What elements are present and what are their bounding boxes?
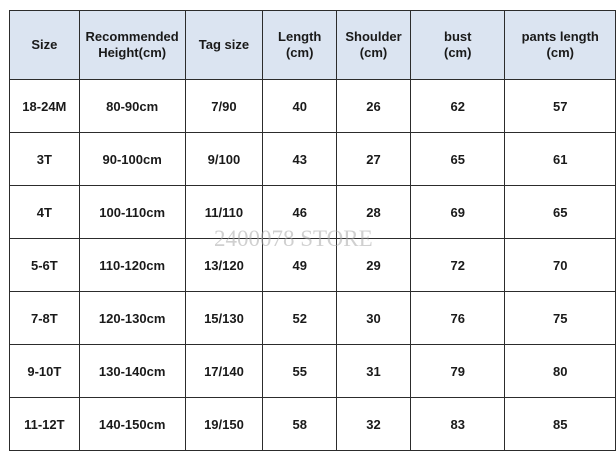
cell-size: 9-10T <box>10 345 80 398</box>
cell-shoulder: 29 <box>337 239 411 292</box>
cell-tag-size: 15/130 <box>185 292 263 345</box>
cell-pants-length: 80 <box>505 345 616 398</box>
cell-height: 90-100cm <box>79 133 185 186</box>
cell-tag-size: 11/110 <box>185 186 263 239</box>
header-row <box>10 11 616 80</box>
cell-pants-length: 65 <box>505 186 616 239</box>
header-shoulder: Shoulder (cm) <box>337 11 411 80</box>
cell-height: 120-130cm <box>79 292 185 345</box>
cell-size: 5-6T <box>10 239 80 292</box>
cell-pants-length: 85 <box>505 398 616 451</box>
cell-tag-size: 9/100 <box>185 133 263 186</box>
cell-tag-size: 7/90 <box>185 80 263 133</box>
cell-bust: 69 <box>410 186 505 239</box>
cell-height: 140-150cm <box>79 398 185 451</box>
table-row <box>10 292 616 345</box>
table-row <box>10 133 616 186</box>
cell-height: 130-140cm <box>79 345 185 398</box>
cell-pants-length: 75 <box>505 292 616 345</box>
header-pants-length: pants length (cm) <box>505 11 616 80</box>
table-row <box>10 239 616 292</box>
header-tag-size: Tag size <box>185 11 263 80</box>
store-watermark: 2400078 STORE <box>214 226 373 251</box>
cell-bust: 72 <box>410 239 505 292</box>
header-bust: bust (cm) <box>410 11 505 80</box>
cell-pants-length: 61 <box>505 133 616 186</box>
table-row <box>10 186 616 239</box>
cell-length: 52 <box>263 292 337 345</box>
size-table <box>9 10 616 451</box>
cell-pants-length: 70 <box>505 239 616 292</box>
header-recommended-height: Recommended Height(cm) <box>79 11 185 80</box>
cell-height: 100-110cm <box>79 186 185 239</box>
cell-shoulder: 27 <box>337 133 411 186</box>
cell-height: 110-120cm <box>79 239 185 292</box>
header-size: Size <box>10 11 80 80</box>
cell-shoulder: 30 <box>337 292 411 345</box>
cell-shoulder: 31 <box>337 345 411 398</box>
cell-length: 43 <box>263 133 337 186</box>
cell-length: 40 <box>263 80 337 133</box>
cell-bust: 65 <box>410 133 505 186</box>
table-row <box>10 345 616 398</box>
cell-shoulder: 28 <box>337 186 411 239</box>
cell-pants-length: 57 <box>505 80 616 133</box>
cell-tag-size: 13/120 <box>185 239 263 292</box>
cell-bust: 79 <box>410 345 505 398</box>
cell-length: 49 <box>263 239 337 292</box>
header-length: Length (cm) <box>263 11 337 80</box>
cell-size: 4T <box>10 186 80 239</box>
cell-bust: 83 <box>410 398 505 451</box>
cell-tag-size: 17/140 <box>185 345 263 398</box>
cell-shoulder: 32 <box>337 398 411 451</box>
cell-tag-size: 19/150 <box>185 398 263 451</box>
cell-shoulder: 26 <box>337 80 411 133</box>
cell-size: 18-24M <box>10 80 80 133</box>
cell-bust: 62 <box>410 80 505 133</box>
table-row <box>10 398 616 451</box>
cell-length: 46 <box>263 186 337 239</box>
table-row <box>10 80 616 133</box>
cell-bust: 76 <box>410 292 505 345</box>
cell-size: 11-12T <box>10 398 80 451</box>
cell-length: 58 <box>263 398 337 451</box>
cell-size: 3T <box>10 133 80 186</box>
cell-size: 7-8T <box>10 292 80 345</box>
size-chart <box>9 10 616 451</box>
cell-height: 80-90cm <box>79 80 185 133</box>
cell-length: 55 <box>263 345 337 398</box>
